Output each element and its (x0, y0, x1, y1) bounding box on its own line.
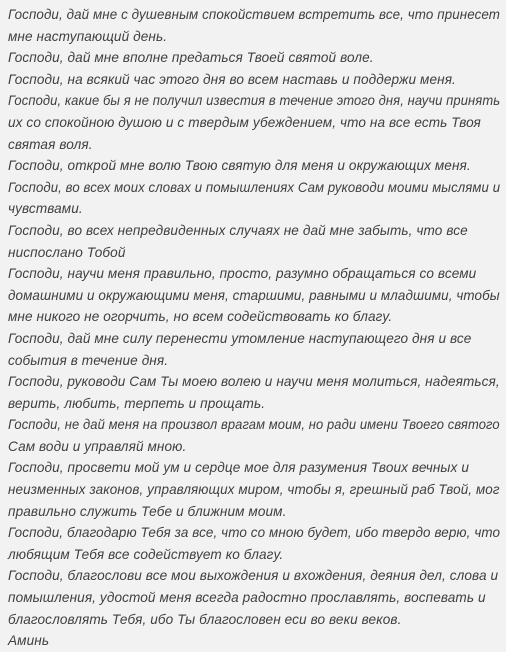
prayer-line: помышления, удостой меня всегда радостно прославлять, воспевать и (8, 590, 486, 606)
prayer-line: мне никого не огорчить, но всем содействовать ко благу. (8, 309, 393, 325)
prayer-line: любящим Тебя все содействует ко благу. (8, 546, 284, 562)
prayer-line: Господи, во всех моих словах и помышлениях Сам руководи моими мыслями и (8, 179, 501, 195)
prayer-line: Господи, просвети мой ум и сердце мое для разумения Твоих вечных и (8, 460, 469, 476)
prayer-line: Сам води и управляй мною. (8, 438, 187, 454)
prayer-line: их со спокойною душою и с твердым убеждением, что на все есть Твоя (8, 114, 481, 130)
prayer-line: чувствами. (8, 201, 83, 217)
prayer-line: благословлять Тебя, ибо Ты благословен еси во веки веков. (8, 611, 402, 627)
prayer-line: мне наступающий день. (8, 28, 168, 44)
prayer-line: Господи, дай мне вполне предаться Твоей святой воле. (8, 50, 374, 66)
prayer-line-amen: Аминь (8, 633, 50, 649)
prayer-line: Господи, научи меня правильно, просто, разумно обращаться со всеми (8, 266, 477, 282)
prayer-line: ниспослано Тобой (8, 244, 126, 260)
prayer-line: домашними и окружающими меня, старшими, равными и младшими, чтобы (8, 287, 500, 303)
prayer-line: Господи, открой мне волю Твою святую для меня и окружающих меня. (8, 158, 471, 174)
prayer-line: Господи, дай мне силу перенести утомление наступающего дня и все (8, 330, 472, 346)
prayer-text (8, 4, 500, 652)
prayer-line: Господи, руководи Сам Ты моею волею и научи меня молиться, надеяться, (8, 374, 500, 390)
prayer-line: Господи, во всех непредвиденных случаях не дай мне забыть, что все (8, 222, 468, 238)
prayer-line: Господи, на всякий час этого дня во всем наставь и поддержи меня. (8, 71, 456, 87)
prayer-line: неизменных законов, управляющих миром, чтобы я, грешный раб Твой, мог (8, 482, 500, 498)
prayer-line: правильно служить Тебе и ближним моим. (8, 503, 287, 519)
prayer-line: верить, любить, терпеть и прощать. (8, 395, 266, 411)
prayer-line: святая воля. (8, 136, 93, 152)
prayer-line: Господи, не дай меня на произвол врагам моим, но ради имени Твоего святого (8, 417, 500, 433)
prayer-line: Господи, дай мне с душевным спокойствием встретить все, что принесет (8, 7, 501, 22)
prayer-line: Господи, благослови все мои выхождения и вхождения, деяния дел, слова и (8, 568, 499, 584)
prayer-line: Господи, благодарю Тебя за все, что со мною будет, ибо твердо верю, что (8, 525, 501, 541)
prayer-line: Господи, какие бы я не получил известия в течение этого дня, научи принять (8, 93, 501, 109)
prayer-line: события в течение дня. (8, 352, 169, 368)
